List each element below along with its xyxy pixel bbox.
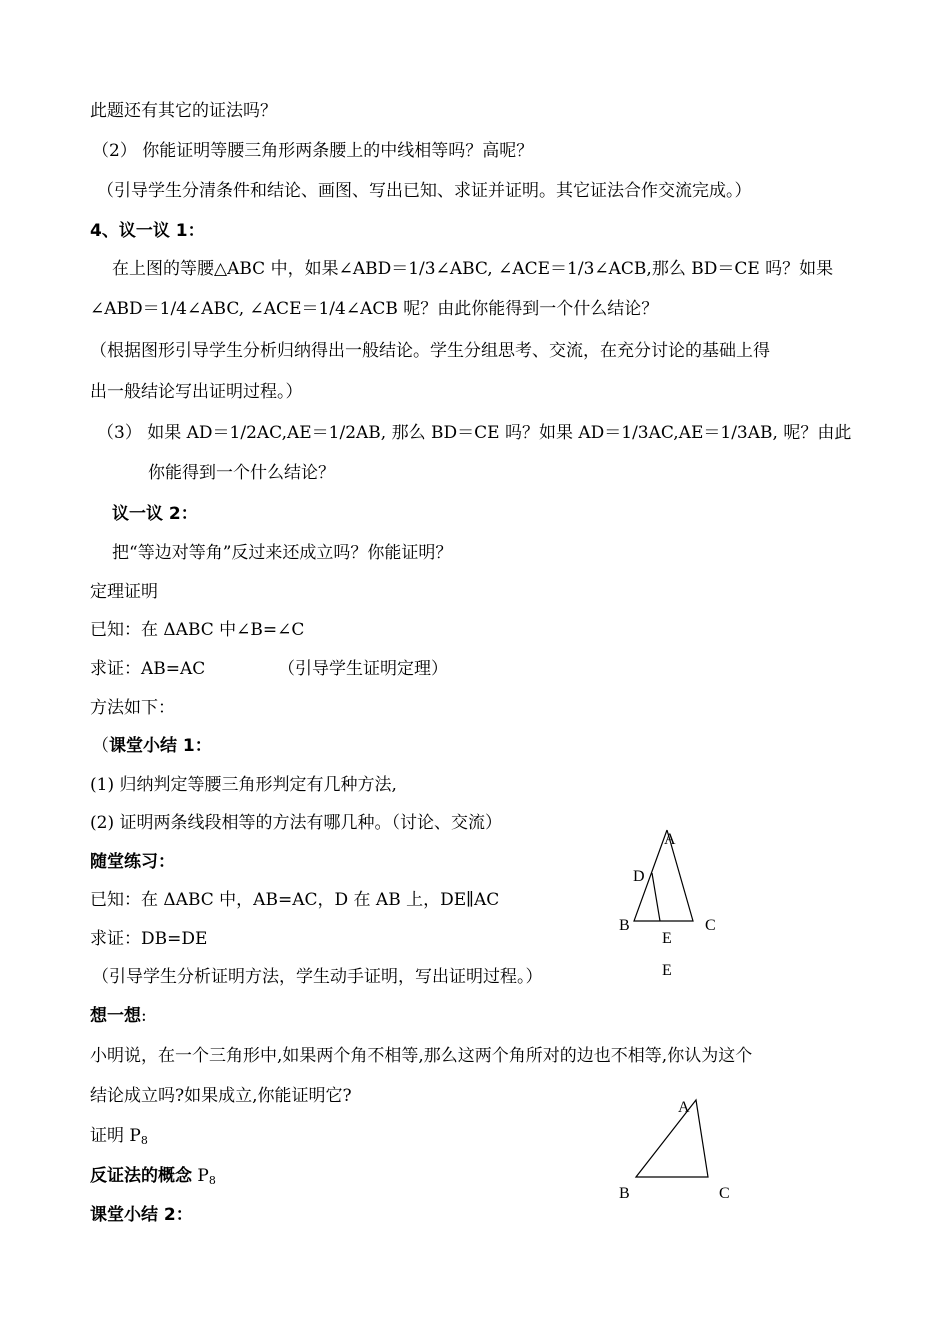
given-statement: 已知：在 ΔABC 中∠B=∠C bbox=[90, 620, 305, 640]
prove-statement: 求证：AB=AC bbox=[90, 659, 206, 679]
heading-text: 想一想 bbox=[90, 1006, 141, 1026]
ref-text: 证明 P bbox=[90, 1126, 141, 1146]
prove-statement: 求证：DB=DE bbox=[90, 929, 208, 949]
text-line: 把“等边对等角”反过来还成立吗？你能证明？ bbox=[112, 543, 453, 563]
label-c: C bbox=[719, 1185, 730, 1202]
list-item: (1) 归纳判定等腰三角形判定有几种方法, bbox=[90, 775, 397, 795]
text-line: 你能得到一个什么结论？ bbox=[148, 463, 335, 483]
label-a: A bbox=[678, 1099, 690, 1116]
triangle-figure-1 bbox=[610, 825, 730, 985]
label-e-duplicate: E bbox=[662, 962, 672, 979]
section-heading: 随堂练习： bbox=[90, 852, 175, 872]
question-3: （3） 如果 AD＝1/2AC,AE＝1/2AB, 那么 BD＝CE 吗？如果 AD＝1/3AC,AE＝1/3AB, 呢？由此 bbox=[97, 423, 852, 443]
text-line: ∠ABD＝1/4∠ABC, ∠ACE＝1/4∠ACB 呢？由此你能得到一个什么结论？ bbox=[90, 299, 659, 319]
section-heading: 议一议 2： bbox=[112, 504, 198, 524]
teaching-note: （引导学生分析证明方法，学生动手证明，写出证明过程。） bbox=[92, 967, 543, 987]
text-line: 定理证明 bbox=[90, 582, 158, 602]
text-line: 此题还有其它的证法吗？ bbox=[90, 101, 277, 121]
summary-title: 课堂小结 1： bbox=[109, 736, 212, 756]
text-line: 结论成立吗?如果成立,你能证明它? bbox=[90, 1086, 352, 1106]
section-heading: 课堂小结 2： bbox=[90, 1205, 193, 1225]
page-ref: 8 bbox=[208, 1174, 216, 1187]
question-2: （2） 你能证明等腰三角形两条腰上的中线相等吗？高呢？ bbox=[92, 141, 534, 161]
text-line: 方法如下： bbox=[90, 698, 175, 718]
teaching-note: （根据图形引导学生分析归纳得出一般结论。学生分组思考、交流，在充分讨论的基础上得 bbox=[90, 341, 770, 361]
label-c: C bbox=[705, 917, 716, 934]
text-line: 小明说，在一个三角形中,如果两个角不相等,那么这两个角所对的边也不相等,你认为这个 bbox=[90, 1046, 753, 1066]
reference-line bbox=[90, 1165, 216, 1192]
concept-title: 反证法的概念 bbox=[90, 1166, 192, 1186]
label-d: D bbox=[633, 868, 645, 885]
section-heading bbox=[90, 1005, 147, 1027]
label-b: B bbox=[619, 917, 630, 934]
teaching-note: （引导学生分清条件和结论、画图、写出已知、求证并证明。其它证法合作交流完成。） bbox=[97, 181, 752, 201]
segment-de bbox=[652, 873, 660, 921]
label-b: B bbox=[619, 1185, 630, 1202]
ref-text: P bbox=[192, 1166, 209, 1186]
section-heading: 4、议一议 1： bbox=[90, 221, 205, 241]
triangle-abc bbox=[636, 1100, 708, 1177]
page-ref: 8 bbox=[140, 1134, 148, 1147]
list-item: (2) 证明两条线段相等的方法有哪几种。（讨论、交流） bbox=[90, 813, 502, 833]
teaching-note: （引导学生证明定理） bbox=[278, 659, 448, 679]
label-a: A bbox=[664, 831, 676, 848]
text-line: 在上图的等腰△ABC 中，如果∠ABD＝1/3∠ABC, ∠ACE＝1/3∠ACB,那么 BD＝CE 吗？如果 bbox=[112, 259, 834, 279]
paren: （ bbox=[92, 736, 109, 756]
summary-heading bbox=[92, 735, 212, 757]
given-statement: 已知：在 ΔABC 中，AB=AC，D 在 AB 上，DE∥AC bbox=[90, 890, 500, 910]
triangle-figure-2 bbox=[610, 1092, 740, 1212]
label-e: E bbox=[662, 930, 672, 947]
reference-line bbox=[90, 1125, 148, 1152]
colon: : bbox=[141, 1006, 147, 1026]
text-line: 出一般结论写出证明过程。） bbox=[90, 382, 303, 402]
